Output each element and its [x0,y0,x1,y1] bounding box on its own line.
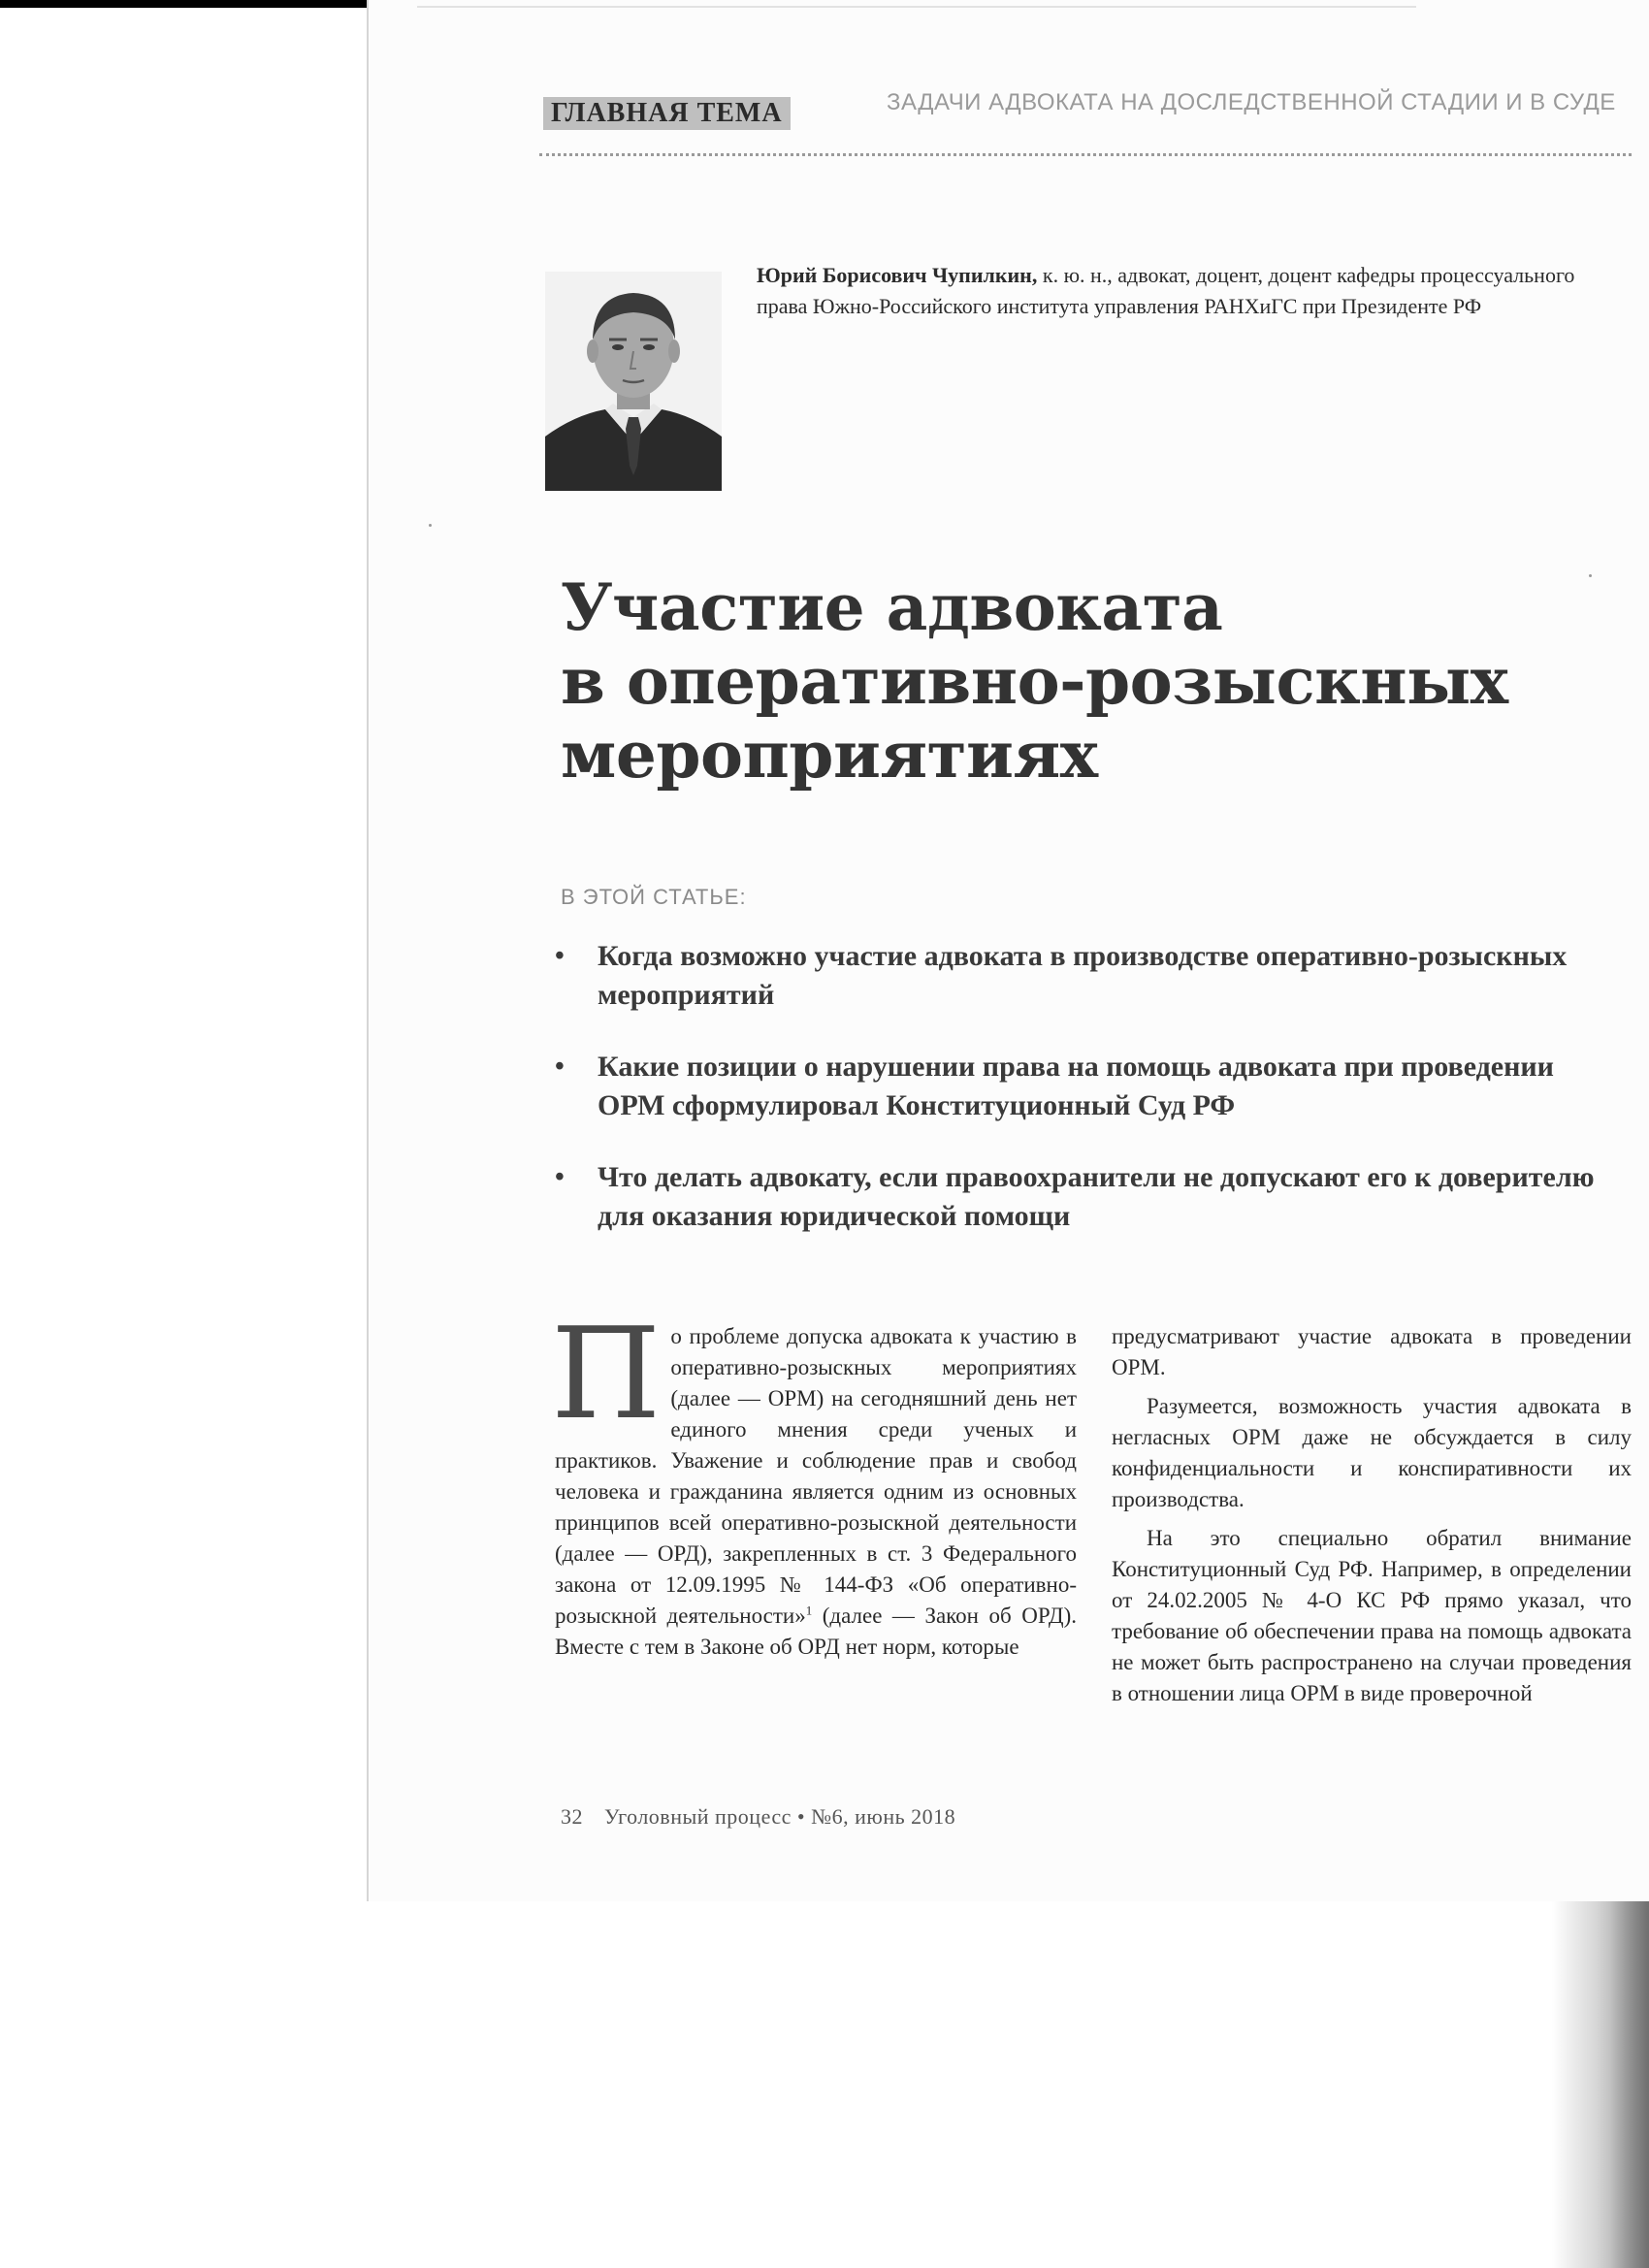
list-item: • Какие позиции о нарушении права на помощь адвоката при проведении ОРМ сформулировал Конституционный Суд РФ [553,1048,1620,1125]
title-line: в оперативно-розыскных [561,643,1508,719]
bullet-icon: • [555,941,565,971]
section-title: ЗАДАЧИ АДВОКАТА НА ДОСЛЕДСТВЕННОЙ СТАДИИ И В СУДЕ [887,89,1616,115]
body-paragraph: На это специально обратил внимание Конституционный Суд РФ. Например, в определении от 24.02.2005 № 4-О КС РФ прямо указал, что требование об обеспечении права на помощь адвоката не может быть распространено на случаи проведения в отношении лица ОРМ в виде проверочной [1112,1526,1632,1705]
in-article-label: В ЭТОЙ СТАТЬЕ: [561,885,747,909]
bullet-icon: • [555,1052,565,1082]
page-footer [561,1804,955,1830]
body-column-left [551,1300,1077,1663]
article-title [561,570,1608,792]
page-top-edge [417,0,1416,8]
title-line: мероприятиях [561,717,1098,793]
scan-speck [1589,574,1592,577]
scan-background [367,1901,1649,2268]
list-item: • Что делать адвокату, если правоохранители не допускают его к доверителю для оказания юридической помощи [553,1158,1620,1236]
author-portrait-image [545,272,722,491]
header-divider [539,153,1632,156]
drop-cap: П [551,1300,662,1447]
author-photo [545,272,722,491]
in-article-list [553,937,1620,1269]
body-paragraph: предусматривают участие адвоката в проведении ОРМ. [1112,1324,1632,1379]
page-number: 32 [561,1804,583,1829]
body-paragraph: Разумеется, возможность участия адвоката в негласных ОРМ даже не обсуждается в силу конфиденциальности и конспиративности их производства. [1112,1394,1632,1511]
author-credentials: к. ю. н., адвокат, доцент, доцент кафедры процессуального права Южно-Российского института управления РАНХиГС при Президенте РФ [757,263,1575,318]
bullet-icon: • [555,1162,565,1192]
footnote-marker: 1 [805,1603,813,1618]
scan-margin [0,0,367,2268]
rubric-label: ГЛАВНАЯ ТЕМА [543,97,791,130]
scan-speck [429,524,432,527]
body-column-right [1112,1321,1632,1709]
author-info [757,260,1591,322]
scan-edge [0,0,367,8]
author-name: Юрий Борисович Чупилкин, [757,263,1038,287]
body-paragraph: По проблеме допуска адвоката к участию в оперативно-розыскных мероприятиях (далее — ОРМ) на сегодняшний день нет единого мнения среди ученых и практиков. Уважение и соблюдение прав и свобод человека и гражданина является одним из основных принципов всей оперативно-розыскной деятельности (далее — ОРД), закрепленных в ст. 3 Федерального закона от 12.09.1995 № 144-ФЗ «Об оперативно-розыскной деятельности»$^1$ (далее — Закон об ОРД). Вместе с тем в Законе об ОРД нет норм, которые [551,1300,1077,1659]
journal-info: Уголовный процесс • №6, июнь 2018 [604,1804,956,1829]
page-shadow-dark [1610,1901,1649,2268]
title-line: Участие адвоката [561,569,1223,645]
list-item: • Когда возможно участие адвоката в производстве оперативно-розыскных мероприятий [553,937,1620,1015]
